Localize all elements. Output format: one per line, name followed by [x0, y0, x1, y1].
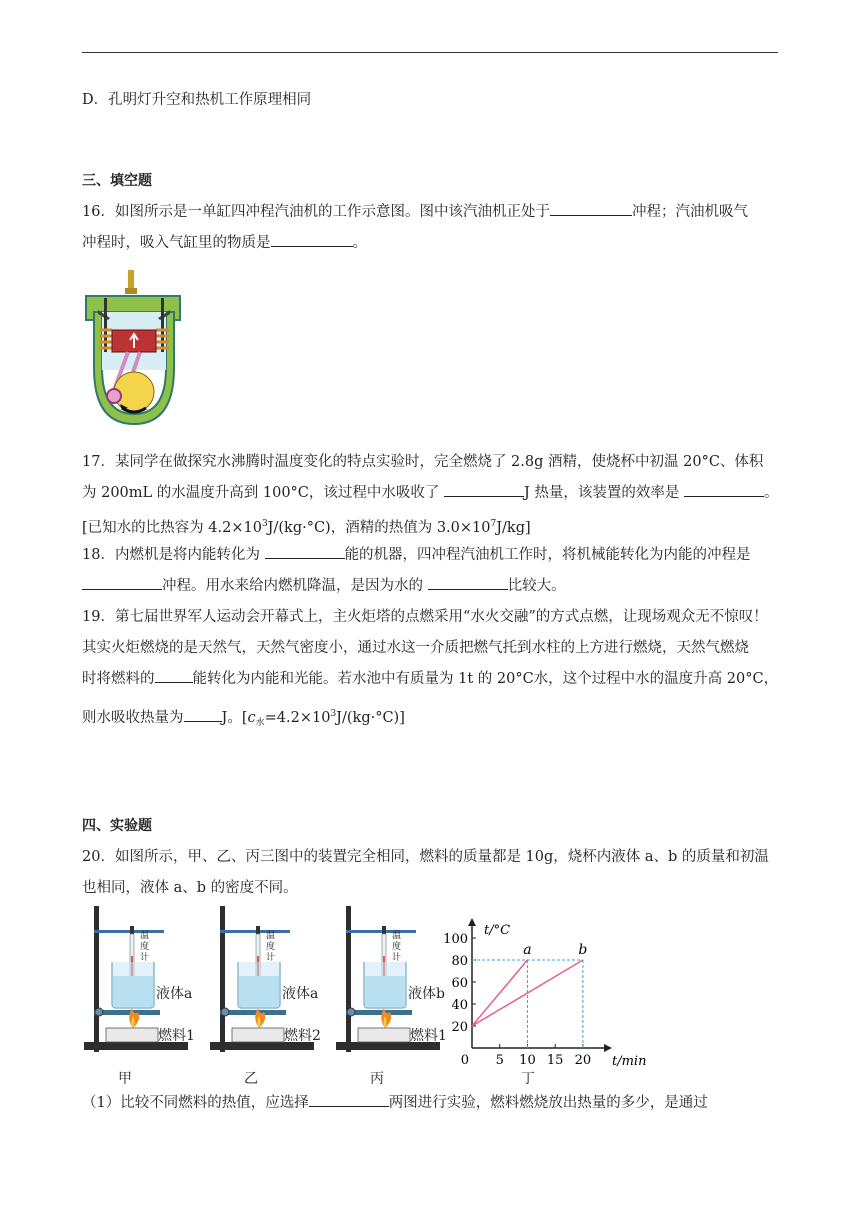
y-axis-arrow-icon	[468, 918, 476, 926]
section-4-title: 四、实验题	[82, 818, 152, 834]
question-19	[82, 602, 782, 742]
x-tick-label: 20	[574, 1053, 592, 1068]
series-label-a: a	[523, 942, 532, 958]
thermometer-label-char: 度	[140, 942, 150, 952]
q19-c-symbol: c	[247, 710, 256, 726]
y-tick-label: 60	[451, 976, 468, 991]
temperature-time-graph	[443, 914, 647, 1069]
q17-sup-1: 3	[261, 519, 268, 529]
q18-blank-2[interactable]	[82, 575, 162, 591]
q18-blank-1[interactable]	[265, 544, 345, 560]
thermometer-label-char: 计	[266, 953, 276, 963]
q19-text-4c: =4.2×10	[264, 710, 331, 726]
q17-text-3: J 热量，该装置的效率是	[524, 485, 680, 501]
q20-sub1-text-a: （1）比较不同燃料的热值，应选择	[82, 1095, 309, 1111]
q20-sub-1	[82, 1088, 782, 1119]
thermometer-label-char: 度	[266, 942, 276, 952]
thermometer-label-char: 计	[140, 953, 150, 963]
series-label-b: b	[578, 942, 588, 958]
q19-text-4d: J/(kg·°C)]	[336, 710, 405, 726]
apparatus-2	[208, 904, 328, 1056]
thermometer-label-char: 度	[392, 942, 402, 952]
q20-number: 20．	[82, 849, 115, 865]
liquid-label: 液体a	[282, 986, 319, 1002]
q17-text-5a: [已知水的比热容为 4.2×10	[82, 520, 262, 536]
apparatus-3	[334, 904, 454, 1056]
q19-c-subscript: 水	[255, 718, 265, 728]
q17-text-2: 为 200mL 的水温度升高到 100°C，该过程中水吸收了	[82, 485, 440, 501]
y-tick-label: 40	[451, 998, 468, 1013]
intake-valve	[104, 298, 107, 352]
caption-ding: 丁	[521, 1071, 535, 1087]
q19-blank-1[interactable]	[155, 668, 193, 684]
q16-text-1: 如图所示是一单缸四冲程汽油机的工作示意图。图中该汽油机正处于	[114, 204, 550, 220]
q19-text-2: 其实火炬燃烧的是天然气，天然气密度小，通过水这一介质把燃气托到水柱的上方进行燃烧，天然气燃烧	[82, 640, 749, 656]
x-axis-arrow-icon	[604, 1044, 612, 1052]
q19-line-4	[82, 710, 405, 726]
exhaust-valve	[161, 298, 164, 352]
q17-text-5b: J/(kg·°C)，酒精的热值为 3.0×10	[267, 520, 491, 536]
fuel-label: 燃料1	[158, 1028, 195, 1044]
caption-jia: 甲	[118, 1071, 132, 1087]
q16-number: 16．	[82, 204, 115, 220]
apparatus-1	[82, 904, 202, 1056]
q19-blank-2[interactable]	[184, 707, 222, 723]
q18-text-2: 能的机器，四冲程汽油机工作时，将机械能转化为内能的冲程是	[344, 547, 751, 563]
q19-number: 19．	[82, 609, 115, 625]
liquid-label: 液体b	[408, 986, 445, 1002]
x-tick-label: 5	[495, 1053, 504, 1068]
y-axis-label: t/°C	[484, 923, 511, 938]
x-tick-label: 10	[519, 1053, 536, 1068]
thermometer-label-char: 温	[266, 931, 276, 941]
y-tick-label: 100	[443, 932, 468, 947]
x-tick-label: 15	[546, 1053, 564, 1068]
q18-text-4: 比较大。	[507, 578, 566, 594]
q17-blank-1[interactable]	[444, 482, 524, 498]
fuel-label: 燃料1	[410, 1028, 447, 1044]
q19-sup: 3	[330, 709, 337, 719]
q17-text-1: 某同学在做探究水沸腾时温度变化的特点实验时，完全燃烧了 2.8g 酒精，使烧杯中初温 20°C、体积	[114, 454, 764, 470]
q16-blank-1[interactable]	[550, 201, 632, 217]
q17-text-4: 。	[764, 485, 779, 501]
q17-blank-2[interactable]	[684, 482, 764, 498]
series-line-a	[472, 960, 527, 1026]
question-20	[82, 842, 782, 904]
q20-text-1: 如图所示，甲、乙、丙三图中的装置完全相同，燃料的质量都是 10g，烧杯内液体 a、b 的质量和初温	[114, 849, 769, 865]
question-16	[82, 197, 782, 259]
caption-yi: 乙	[244, 1071, 258, 1087]
origin-label: 0	[460, 1053, 469, 1068]
section-3-title: 三、填空题	[82, 173, 152, 189]
q19-text-3a: 时将燃料的	[82, 671, 155, 687]
thermometer-label-char: 温	[140, 931, 150, 941]
q15-option-d: D．孔明灯升空和热机工作原理相同	[82, 92, 312, 108]
thermometer-label-char: 计	[392, 953, 402, 963]
header-rule	[82, 52, 778, 53]
q17-text-5c: J/kg]	[496, 520, 531, 536]
caption-bing: 丙	[370, 1071, 384, 1087]
q20-text-2: 也相同，液体 a、b 的密度不同。	[82, 880, 298, 896]
question-18	[82, 540, 782, 602]
q18-text-3: 冲程。用水来给内燃机降温，是因为水的	[162, 578, 423, 594]
thermometer-label-char: 温	[392, 931, 402, 941]
y-tick-label: 80	[451, 954, 468, 969]
fuel-label: 燃料2	[284, 1028, 321, 1044]
q18-blank-3[interactable]	[428, 575, 508, 591]
q19-text-4a: 则水吸收热量为	[82, 710, 184, 726]
q16-text-3: 冲程时，吸入气缸里的物质是	[82, 235, 271, 251]
q20-sub1-text-b: 两图进行实验，燃料燃烧放出热量的多少，是通过	[388, 1095, 708, 1111]
q16-blank-2[interactable]	[271, 232, 353, 248]
q17-sup-2: 7	[490, 519, 497, 529]
q20-sub1-blank[interactable]	[309, 1092, 389, 1108]
y-tick-label: 20	[451, 1020, 468, 1035]
q16-text-4: 。	[352, 235, 367, 251]
q19-text-3b: 能转化为内能和光能。若水池中有质量为 1t 的 20°C水，这个过程中水的温度升高 20°C，	[192, 671, 779, 687]
q19-text-4b: J。[	[221, 710, 248, 726]
question-17	[82, 447, 782, 544]
q17-number: 17．	[82, 454, 115, 470]
q19-text-1: 第七届世界军人运动会开幕式上，主火炬塔的点燃采用“水火交融”的方式点燃，让现场观众无不惊叹！	[114, 609, 768, 625]
q16-text-2: 冲程；汽油机吸气	[631, 204, 748, 220]
x-axis-label: t/min	[612, 1054, 647, 1069]
q18-text-1: 内燃机是将内能转化为	[114, 547, 260, 563]
engine-diagram	[84, 268, 184, 426]
liquid-label: 液体a	[156, 986, 193, 1002]
q18-number: 18．	[82, 547, 115, 563]
spark-plug	[128, 270, 134, 290]
